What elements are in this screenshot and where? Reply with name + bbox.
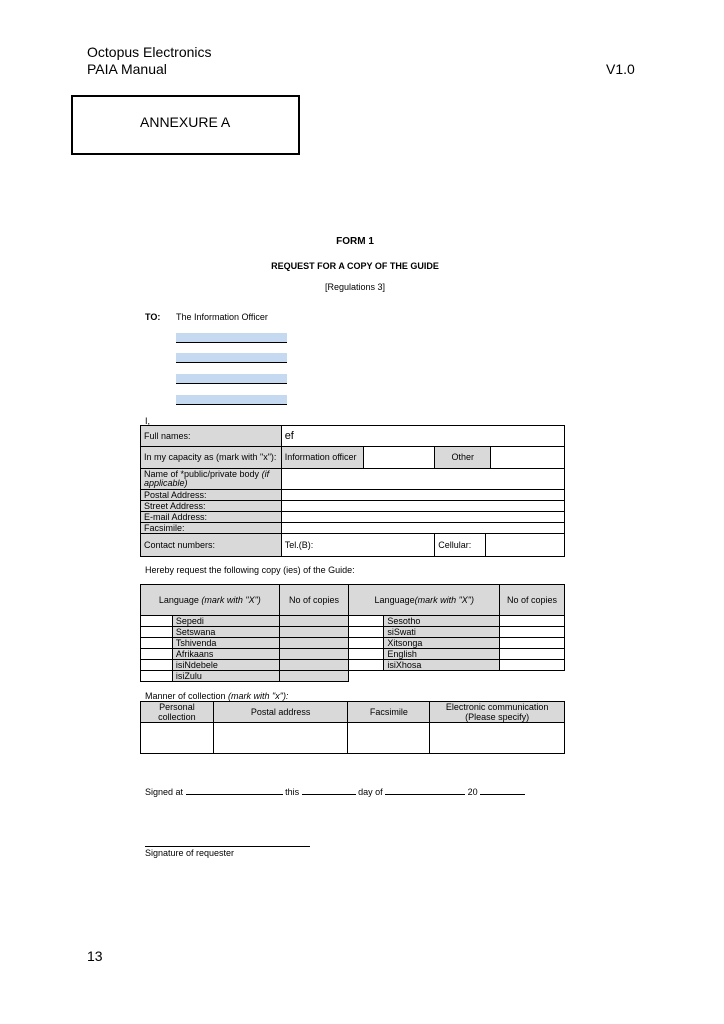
email-address-label: E-mail Address: (141, 512, 282, 523)
cellular-label: Cellular: (435, 534, 486, 556)
signed-at-field[interactable] (186, 786, 283, 795)
signed-at-line (145, 786, 525, 797)
language-isizulu: isiZulu (172, 671, 279, 682)
year-prefix: 20 (467, 787, 478, 797)
capacity-label: In my capacity as (mark with "x"): (141, 447, 282, 469)
collection-personal-header: Personal collection (141, 702, 214, 723)
language-row (141, 671, 565, 682)
copies-isizulu[interactable] (279, 671, 349, 682)
email-address-field[interactable] (281, 512, 564, 523)
street-address-field[interactable] (281, 501, 564, 512)
copies-tshivenda[interactable] (279, 638, 349, 649)
full-names-field[interactable]: ef (281, 426, 564, 447)
mark-sesotho[interactable] (349, 616, 384, 627)
body-name-row (141, 469, 565, 490)
collection-fax-header: Facsimile (348, 702, 430, 723)
copies-isixhosa[interactable] (500, 660, 565, 671)
mark-tshivenda[interactable] (141, 638, 173, 649)
annexure-title: ANNEXURE A (140, 114, 231, 130)
signature-label: Signature of requester (145, 848, 235, 858)
language-header-left: Language (mark with "X") (141, 585, 280, 616)
mark-siswati[interactable] (349, 627, 384, 638)
address-line-1[interactable] (176, 333, 287, 343)
language-isindebele: isiNdebele (172, 660, 279, 671)
signature-line[interactable] (145, 846, 310, 847)
collection-personal-field[interactable] (141, 723, 214, 754)
copies-isindebele[interactable] (279, 660, 349, 671)
copies-afrikaans[interactable] (279, 649, 349, 660)
copies-setswana[interactable] (279, 627, 349, 638)
collection-fax-field[interactable] (348, 723, 430, 754)
signed-at-label: Signed at (145, 787, 184, 797)
collection-electronic-header: Electronic communication (Please specify) (430, 702, 565, 723)
copies-english[interactable] (500, 649, 565, 660)
company-name: Octopus Electronics (87, 44, 212, 60)
day-field[interactable] (302, 786, 356, 795)
collection-label: Manner of collection (mark with "x"): (145, 691, 289, 701)
year-field[interactable] (480, 786, 525, 795)
request-intro: Hereby request the following copy (ies) of the Guide: (145, 565, 355, 575)
collection-header (141, 702, 565, 723)
copies-siswati[interactable] (500, 627, 565, 638)
copies-sepedi[interactable] (279, 616, 349, 627)
mark-afrikaans[interactable] (141, 649, 173, 660)
form-subtitle: REQUEST FOR A COPY OF THE GUIDE (271, 261, 439, 271)
form-regulation: [Regulations 3] (324, 282, 386, 292)
language-table-header (141, 585, 565, 616)
month-field[interactable] (385, 786, 465, 795)
language-row (141, 660, 565, 671)
manual-name: PAIA Manual (87, 61, 167, 77)
tel-label: Tel.(B): (284, 539, 314, 550)
full-names-label: Full names: (141, 426, 282, 447)
requester-table (140, 425, 565, 557)
this-label: this (285, 787, 300, 797)
version-label: V1.0 (606, 61, 635, 77)
collection-table (140, 701, 565, 754)
day-of-label: day of (358, 787, 383, 797)
mark-isindebele[interactable] (141, 660, 173, 671)
to-recipient: The Information Officer (176, 312, 268, 322)
copies-header-left: No of copies (279, 585, 349, 616)
facsimile-field[interactable] (281, 523, 564, 534)
body-name-label: Name of *public/private body (if applicable) (141, 469, 282, 490)
facsimile-label: Facsimile: (141, 523, 282, 534)
language-row (141, 616, 565, 627)
language-afrikaans: Afrikaans (172, 649, 279, 660)
language-header-right: Language(mark with "X") (349, 585, 500, 616)
capacity-mark-information-officer[interactable] (363, 447, 435, 469)
collection-postal-header: Postal address (213, 702, 348, 723)
address-line-3[interactable] (176, 374, 287, 384)
capacity-option-information-officer: Information officer (281, 447, 363, 469)
to-label: TO: (145, 312, 161, 322)
contact-numbers-label: Contact numbers: (141, 534, 282, 557)
language-row (141, 638, 565, 649)
form-title: FORM 1 (336, 236, 374, 247)
language-isixhosa: isiXhosa (384, 660, 500, 671)
collection-postal-field[interactable] (213, 723, 348, 754)
street-address-label: Street Address: (141, 501, 282, 512)
capacity-row (141, 447, 565, 469)
mark-isizulu[interactable] (141, 671, 173, 682)
collection-electronic-field[interactable] (430, 723, 565, 754)
mark-xitsonga[interactable] (349, 638, 384, 649)
language-xitsonga: Xitsonga (384, 638, 500, 649)
language-setswana: Setswana (172, 627, 279, 638)
language-row (141, 649, 565, 660)
capacity-option-other: Other (435, 447, 491, 469)
tel-field[interactable] (281, 534, 435, 557)
language-sesotho: Sesotho (384, 616, 500, 627)
postal-address-label: Postal Address: (141, 490, 282, 501)
language-english: English (384, 649, 500, 660)
contact-row (141, 534, 565, 557)
mark-sepedi[interactable] (141, 616, 173, 627)
language-table (140, 584, 565, 682)
body-name-field[interactable] (281, 469, 564, 490)
language-row (141, 627, 565, 638)
page-number: 13 (87, 948, 103, 964)
address-line-2[interactable] (176, 353, 287, 363)
language-sepedi: Sepedi (172, 616, 279, 627)
postal-address-field[interactable] (281, 490, 564, 501)
full-names-row (141, 426, 565, 447)
copies-sesotho[interactable] (500, 616, 565, 627)
cellular-field[interactable] (486, 534, 564, 556)
mark-isixhosa[interactable] (349, 660, 384, 671)
language-siswati: siSwati (384, 627, 500, 638)
copies-header-right: No of copies (500, 585, 565, 616)
language-tshivenda: Tshivenda (172, 638, 279, 649)
address-line-4[interactable] (176, 395, 287, 405)
copies-xitsonga[interactable] (500, 638, 565, 649)
mark-english[interactable] (349, 649, 384, 660)
capacity-mark-other[interactable] (491, 447, 565, 469)
mark-setswana[interactable] (141, 627, 173, 638)
intro-text: I, (145, 416, 151, 426)
